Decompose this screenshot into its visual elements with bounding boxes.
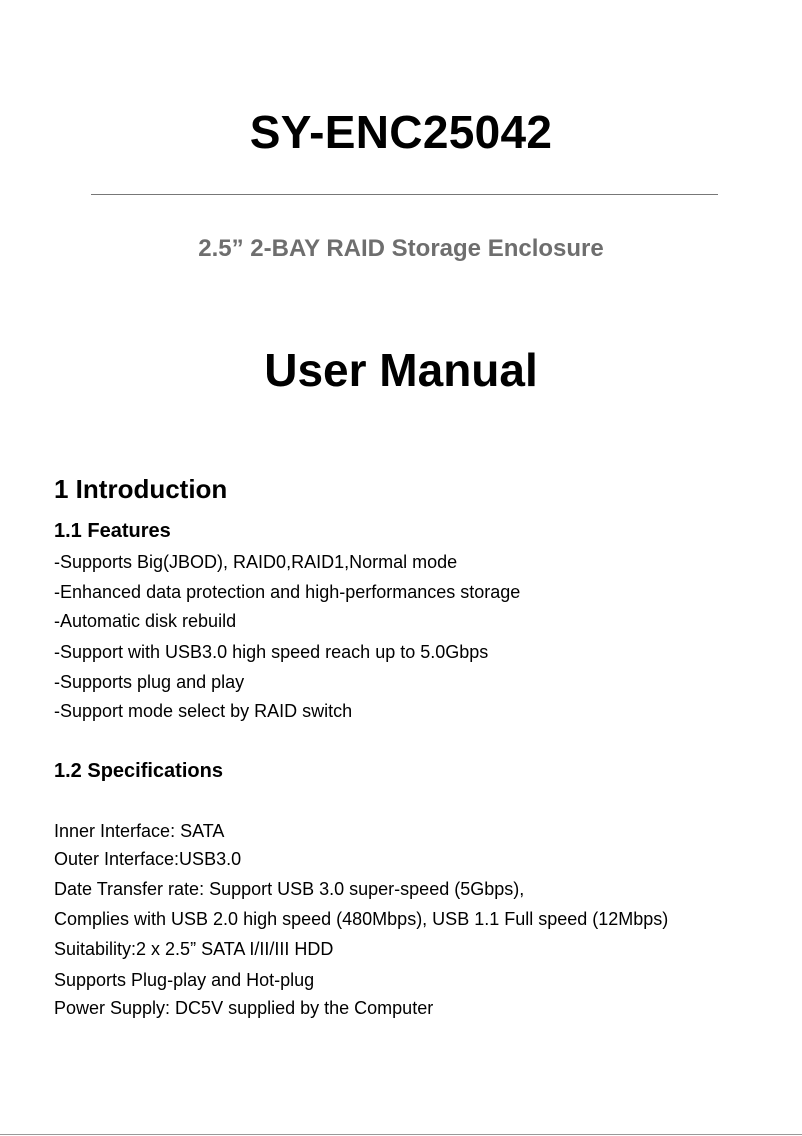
spec-item: Inner Interface: SATA [54,821,225,841]
feature-item: -Support with USB3.0 high speed reach up to 5.0Gbps [54,642,489,662]
manual-title: User Manual [264,344,538,396]
feature-item: -Supports plug and play [54,672,245,692]
spec-item: Power Supply: DC5V supplied by the Computer [54,998,434,1018]
feature-item: -Support mode select by RAID switch [54,701,353,721]
spec-item: Outer Interface:USB3.0 [54,849,242,869]
product-subtitle: 2.5” 2-BAY RAID Storage Enclosure [198,235,604,262]
spec-item: Complies with USB 2.0 high speed (480Mbps), USB 1.1 Full speed (12Mbps) [54,909,669,929]
product-model-title: SY-ENC25042 [249,106,553,158]
feature-item: -Supports Big(JBOD), RAID0,RAID1,Normal mode [54,552,458,572]
page-bottom-edge [0,1134,802,1135]
spec-item: Date Transfer rate: Support USB 3.0 super-speed (5Gbps), [54,879,525,899]
section-heading-introduction: 1 Introduction [54,474,228,504]
feature-item: -Automatic disk rebuild [54,611,237,631]
title-divider [91,194,718,195]
spec-item: Supports Plug-play and Hot-plug [54,970,315,990]
feature-item: -Enhanced data protection and high-performances storage [54,582,521,602]
spec-item: Suitability:2 x 2.5” SATA I/II/III HDD [54,939,334,959]
subsection-heading-specifications: 1.2 Specifications [54,760,223,782]
subsection-heading-features: 1.1 Features [54,520,171,542]
